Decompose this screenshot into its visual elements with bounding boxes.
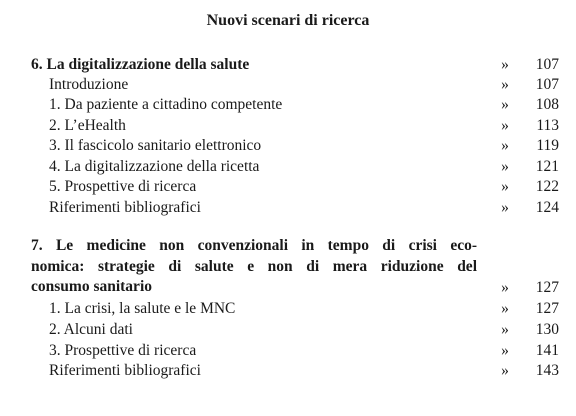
page-number: 108 — [535, 96, 559, 113]
page-header: Nuovi scenari di ricerca — [206, 12, 370, 29]
page-number: 121 — [535, 158, 559, 175]
chapter-title-line: nomica: strategie di salute e non di mera riduzione del — [31, 257, 477, 275]
toc-item[interactable] — [0, 361, 576, 381]
page-number: 107 — [535, 76, 559, 93]
page-number: 127 — [535, 300, 559, 317]
section-title: Riferimenti bibliografici — [49, 362, 201, 379]
page-separator: » — [501, 117, 509, 134]
toc-chapter-6[interactable] — [0, 55, 576, 75]
section-title: 2. Alcuni dati — [49, 321, 133, 338]
page-separator: » — [501, 279, 509, 296]
page-number: 127 — [535, 279, 559, 296]
toc-item[interactable] — [0, 75, 576, 95]
toc-item[interactable] — [0, 299, 576, 319]
page-number: 141 — [535, 342, 559, 359]
toc-item[interactable] — [0, 157, 576, 177]
section-title: 1. La crisi, la salute e le MNC — [49, 300, 236, 317]
page-number: 122 — [535, 178, 559, 195]
section-title: 5. Prospettive di ricerca — [49, 178, 197, 195]
page-number: 143 — [535, 362, 559, 379]
page-separator: » — [501, 137, 509, 154]
page-separator: » — [501, 362, 509, 379]
toc-item[interactable] — [0, 341, 576, 361]
chapter-title-line: consumo sanitario — [31, 278, 152, 295]
page-separator: » — [501, 321, 509, 338]
page-separator: » — [501, 76, 509, 93]
page-number: 130 — [535, 321, 559, 338]
chapter-title: 6. La digitalizzazione della salute — [31, 56, 250, 73]
page-separator: » — [501, 199, 509, 216]
toc-item[interactable] — [0, 177, 576, 197]
page-separator: » — [501, 178, 509, 195]
section-title: 4. La digitalizzazione della ricetta — [49, 158, 260, 175]
page-number: 107 — [535, 56, 559, 73]
section-title: 2. L’eHealth — [49, 117, 126, 134]
page-separator: » — [501, 158, 509, 175]
page-separator: » — [501, 96, 509, 113]
section-title: Riferimenti bibliografici — [49, 199, 201, 216]
toc-item[interactable] — [0, 320, 576, 340]
page-separator: » — [501, 56, 509, 73]
page-separator: » — [501, 300, 509, 317]
section-title: 1. Da paziente a cittadino competente — [49, 96, 283, 113]
toc-item[interactable] — [0, 95, 576, 115]
section-title: 3. Il fascicolo sanitario elettronico — [49, 137, 262, 154]
toc-item[interactable] — [0, 136, 576, 156]
page-separator: » — [501, 342, 509, 359]
section-title: 3. Prospettive di ricerca — [49, 342, 197, 359]
toc-chapter-7-page[interactable] — [0, 278, 576, 298]
page-number: 124 — [535, 199, 559, 216]
chapter-title-line: 7. Le medicine non convenzionali in tempo di crisi eco- — [31, 237, 477, 254]
toc-item[interactable] — [0, 198, 576, 218]
page-number: 119 — [536, 137, 559, 154]
section-title: Introduzione — [49, 76, 129, 93]
toc-item[interactable] — [0, 116, 576, 136]
page-number: 113 — [536, 117, 559, 134]
